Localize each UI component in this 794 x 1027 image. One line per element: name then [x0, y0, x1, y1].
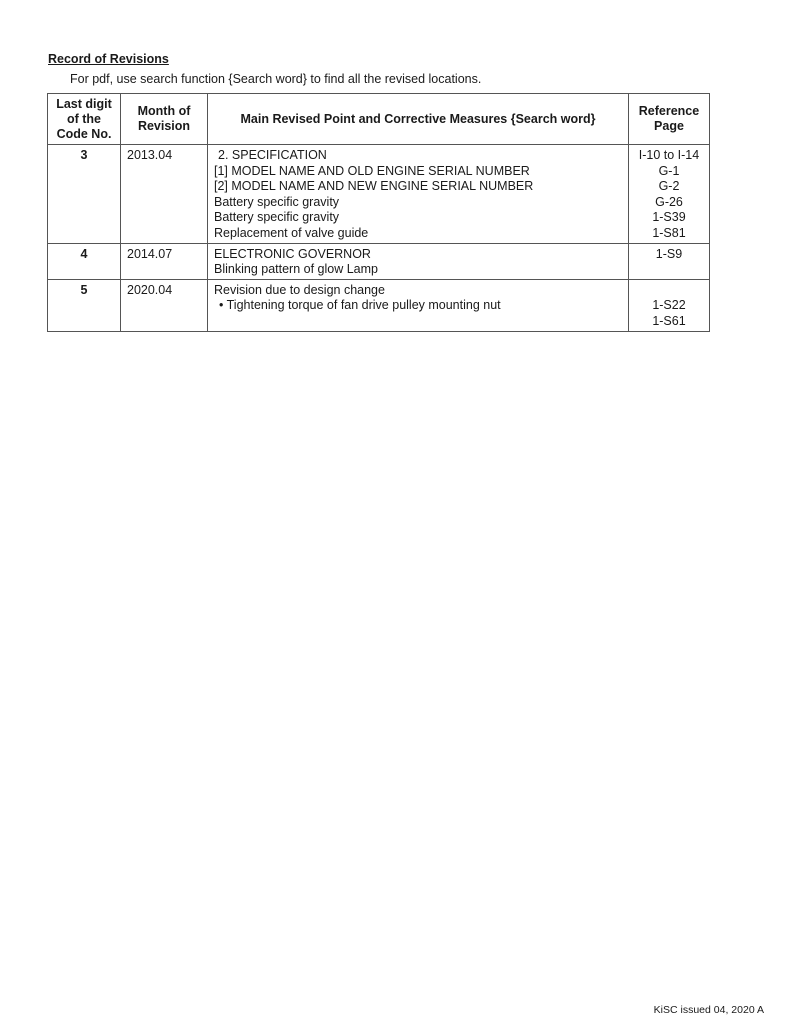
ref-line: G-2: [658, 179, 680, 194]
ref-cell: [629, 145, 710, 244]
issue-footer: KiSC issued 04, 2020 A: [653, 1004, 764, 1016]
code-cell: 5: [48, 279, 121, 331]
ref-line: G-1: [658, 163, 680, 178]
point-line: Battery specific gravity: [214, 194, 340, 209]
code-cell: 3: [48, 145, 121, 244]
month-cell: 2013.04: [121, 145, 208, 244]
header-main: Main Revised Point and Corrective Measures {Search word}: [208, 94, 629, 145]
table-row: [48, 279, 710, 331]
point-line: • Tightening torque of fan drive pulley mounting nut: [219, 298, 501, 313]
point-line: [1] MODEL NAME AND OLD ENGINE SERIAL NUMBER: [214, 163, 530, 178]
ref-line: I-10 to I-14: [638, 148, 700, 162]
points-cell: [208, 243, 629, 279]
point-line: 2. SPECIFICATION: [218, 148, 327, 162]
ref-line: 1-S22: [652, 298, 686, 313]
point-line: Revision due to design change: [214, 282, 385, 297]
points-cell: [208, 145, 629, 244]
revisions-table: [47, 93, 710, 332]
point-line: Blinking pattern of glow Lamp: [214, 262, 378, 277]
page-title: Record of Revisions: [48, 52, 169, 66]
code-cell: 4: [48, 243, 121, 279]
table-row: [48, 145, 710, 244]
header-code: Last digit of the Code No.: [48, 94, 121, 145]
points-cell: [208, 279, 629, 331]
table-header-row: [48, 94, 710, 145]
ref-line: 1-S9: [655, 246, 683, 261]
ref-line: 1-S61: [652, 313, 686, 328]
month-cell: 2014.07: [121, 243, 208, 279]
month-cell: 2020.04: [121, 279, 208, 331]
ref-line: 1-S39: [652, 210, 686, 225]
table-row: [48, 243, 710, 279]
point-line: [2] MODEL NAME AND NEW ENGINE SERIAL NUMBER: [214, 179, 534, 194]
ref-line: G-26: [655, 194, 683, 209]
point-line: Battery specific gravity: [214, 210, 340, 225]
ref-line: 1-S81: [652, 225, 686, 240]
ref-cell: [629, 243, 710, 279]
header-month: Month of Revision: [121, 94, 208, 145]
ref-cell: [629, 279, 710, 331]
header-ref: Reference Page: [629, 94, 710, 145]
point-line: ELECTRONIC GOVERNOR: [214, 246, 371, 261]
instruction-text: For pdf, use search function {Search word} to find all the revised locations.: [70, 72, 482, 86]
point-line: Replacement of valve guide: [214, 225, 369, 240]
ref-line: [630, 283, 708, 299]
